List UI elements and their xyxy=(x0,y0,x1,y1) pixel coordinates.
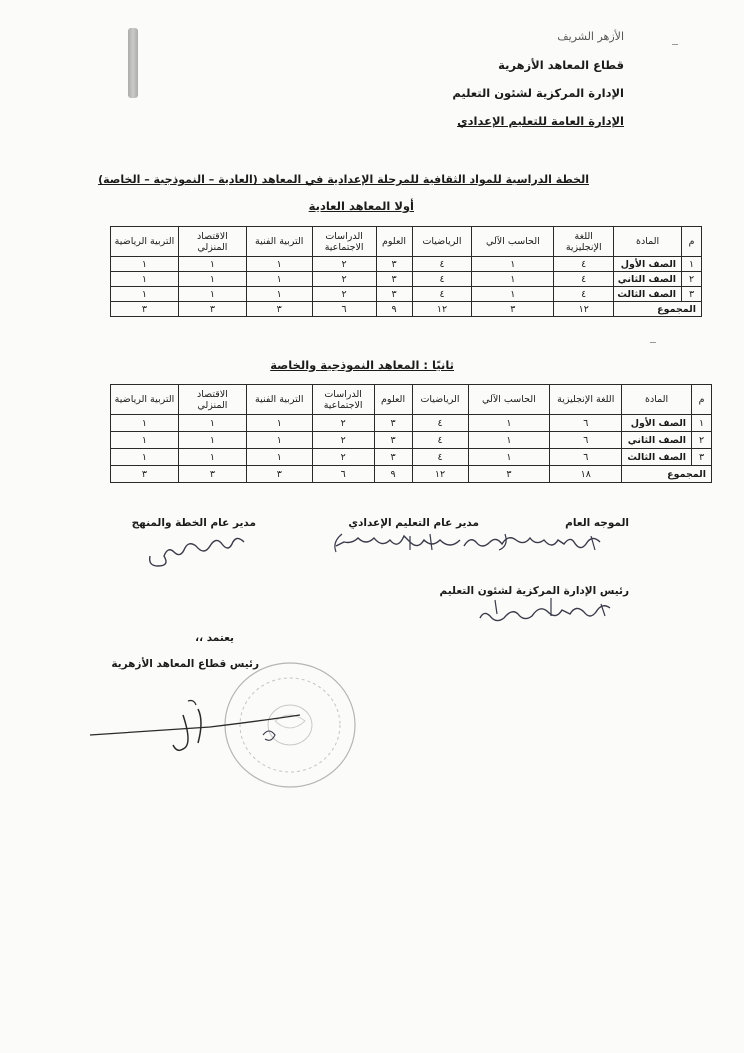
header-line-3: الإدارة المركزية لشئون التعليم xyxy=(452,86,624,100)
cell: ١ xyxy=(178,432,246,449)
cell: ١ xyxy=(246,287,312,302)
cell: ١ xyxy=(111,257,179,272)
table-row xyxy=(111,272,702,287)
cell: الصف الأول xyxy=(622,415,692,432)
cell: ٣ xyxy=(374,432,412,449)
cell: ٢ xyxy=(692,432,712,449)
col-index: م xyxy=(692,385,712,415)
col-art: التربية الفنية xyxy=(246,385,312,415)
cell: ١ xyxy=(246,415,312,432)
cell: ٢ xyxy=(312,432,374,449)
cell: ٤ xyxy=(412,432,468,449)
table-header-row xyxy=(111,385,712,415)
cell: ٣ xyxy=(472,302,554,317)
cell: ١٨ xyxy=(550,466,622,483)
col-social-studies: الدراسات الاجتماعية xyxy=(312,385,374,415)
col-social-studies: الدراسات الاجتماعية xyxy=(312,227,376,257)
cell: ٣ xyxy=(376,287,412,302)
cell: ٩ xyxy=(374,466,412,483)
cell: ٣ xyxy=(692,449,712,466)
cell: ٤ xyxy=(412,272,472,287)
table-row xyxy=(111,449,712,466)
cell: ٦ xyxy=(550,432,622,449)
cell: ٦ xyxy=(312,302,376,317)
table-regular-institutes xyxy=(110,226,702,317)
cell: ١ xyxy=(468,415,550,432)
main-title: الخطة الدراسية للمواد الثقافية للمرحلة الإعدادية في المعاهد (العادية – النموذجية – الخاصة) xyxy=(98,173,589,186)
cell: ٣ xyxy=(374,415,412,432)
cell: ٤ xyxy=(412,257,472,272)
cell: ١ xyxy=(468,432,550,449)
table-row xyxy=(111,257,702,272)
col-computer: الحاسب الآلي xyxy=(472,227,554,257)
table1-title: أولا المعاهد العادية xyxy=(308,199,414,213)
signature-supervisor: الموجه العام xyxy=(565,517,629,529)
col-home-economics: الاقتصاد المنزلي xyxy=(178,385,246,415)
cell: ٦ xyxy=(550,449,622,466)
table-row xyxy=(111,287,702,302)
cell: ١٢ xyxy=(554,302,614,317)
cell: ١ xyxy=(692,415,712,432)
col-computer: الحاسب الآلي xyxy=(468,385,550,415)
col-science: العلوم xyxy=(376,227,412,257)
table-row xyxy=(111,415,712,432)
handwritten-signature-central-head xyxy=(455,596,615,626)
cell: ٣ xyxy=(374,449,412,466)
col-math: الرياضيات xyxy=(412,385,468,415)
cell: ١ xyxy=(178,415,246,432)
col-english: اللغة الإنجليزية xyxy=(550,385,622,415)
cell: ١٢ xyxy=(412,466,468,483)
cell: ١ xyxy=(246,449,312,466)
cell: ١ xyxy=(178,257,246,272)
header-line-4: الإدارة العامة للتعليم الإعدادي xyxy=(457,114,624,128)
cell: الصف الثالث xyxy=(614,287,682,302)
col-home-economics: الاقتصاد المنزلي xyxy=(178,227,246,257)
signature-sector-head: رئيس قطاع المعاهد الأزهرية xyxy=(111,658,259,670)
scan-dash xyxy=(672,44,678,45)
col-art: التربية الفنية xyxy=(246,227,312,257)
cell: ١ xyxy=(682,257,702,272)
cell: ٤ xyxy=(554,257,614,272)
col-math: الرياضيات xyxy=(412,227,472,257)
col-physical-education: التربية الرياضية xyxy=(111,385,179,415)
cell: ٢ xyxy=(312,415,374,432)
table2-title: ثانيًا : المعاهد النموذجية والخاصة xyxy=(270,358,454,372)
approval-text: يعتمد ،، xyxy=(195,632,234,644)
cell: ١ xyxy=(178,449,246,466)
cell: ٤ xyxy=(412,287,472,302)
cell: ٦ xyxy=(312,466,374,483)
scan-dash xyxy=(650,342,656,343)
cell: ١ xyxy=(111,287,179,302)
cell: ٣ xyxy=(178,466,246,483)
total-label: المجموع xyxy=(614,302,702,317)
table-header-row xyxy=(111,227,702,257)
cell: ١ xyxy=(246,272,312,287)
cell: ٣ xyxy=(246,466,312,483)
cell: ١ xyxy=(246,257,312,272)
cell: ١ xyxy=(111,415,179,432)
cell: ٣ xyxy=(111,466,179,483)
col-subject: المادة xyxy=(622,385,692,415)
cell: ٤ xyxy=(554,272,614,287)
cell: ٣ xyxy=(246,302,312,317)
cell: ١٢ xyxy=(412,302,472,317)
cell: ٣ xyxy=(376,272,412,287)
cell: ٢ xyxy=(312,449,374,466)
signature-director-plan: مدير عام الخطة والمنهج xyxy=(131,517,256,529)
col-index: م xyxy=(682,227,702,257)
header-line-1: الأزهر الشريف xyxy=(557,30,624,43)
scan-mark xyxy=(128,28,138,98)
cell: ١ xyxy=(111,272,179,287)
col-english: اللغة الإنجليزية xyxy=(554,227,614,257)
cell: ١ xyxy=(178,287,246,302)
cell: ٢ xyxy=(682,272,702,287)
cell: الصف الثاني xyxy=(614,272,682,287)
total-label: المجموع xyxy=(622,466,712,483)
handwritten-signature-director-prep xyxy=(330,530,465,560)
cell: ٢ xyxy=(312,272,376,287)
cell: ٢ xyxy=(312,257,376,272)
cell: ٦ xyxy=(550,415,622,432)
cell: ١ xyxy=(178,272,246,287)
signature-director-prep: مدير عام التعليم الإعدادي xyxy=(348,517,479,529)
signature-central-head: رئيس الإدارة المركزية لشئون التعليم xyxy=(439,585,629,597)
table-total-row xyxy=(111,302,702,317)
cell: ٣ xyxy=(178,302,246,317)
cell: ١ xyxy=(111,449,179,466)
cell: ١ xyxy=(468,449,550,466)
cell: ١ xyxy=(472,287,554,302)
cell: ٢ xyxy=(312,287,376,302)
cell: ٣ xyxy=(682,287,702,302)
header-line-2: قطاع المعاهد الأزهرية xyxy=(498,58,624,72)
col-subject: المادة xyxy=(614,227,682,257)
handwritten-signature-sector-head xyxy=(88,695,308,755)
col-science: العلوم xyxy=(374,385,412,415)
col-physical-education: التربية الرياضية xyxy=(111,227,179,257)
cell: ١ xyxy=(246,432,312,449)
cell: ٣ xyxy=(111,302,179,317)
cell: ٩ xyxy=(376,302,412,317)
cell: الصف الأول xyxy=(614,257,682,272)
table-model-private-institutes xyxy=(110,384,712,483)
table-total-row xyxy=(111,466,712,483)
cell: الصف الثالث xyxy=(622,449,692,466)
cell: ٣ xyxy=(376,257,412,272)
cell: الصف الثاني xyxy=(622,432,692,449)
cell: ١ xyxy=(472,257,554,272)
handwritten-signature-director-plan xyxy=(140,530,250,560)
cell: ٤ xyxy=(554,287,614,302)
handwritten-signature-supervisor xyxy=(445,528,605,556)
table-row xyxy=(111,432,712,449)
cell: ٤ xyxy=(412,449,468,466)
cell: ١ xyxy=(111,432,179,449)
cell: ٤ xyxy=(412,415,468,432)
cell: ٣ xyxy=(468,466,550,483)
cell: ١ xyxy=(472,272,554,287)
